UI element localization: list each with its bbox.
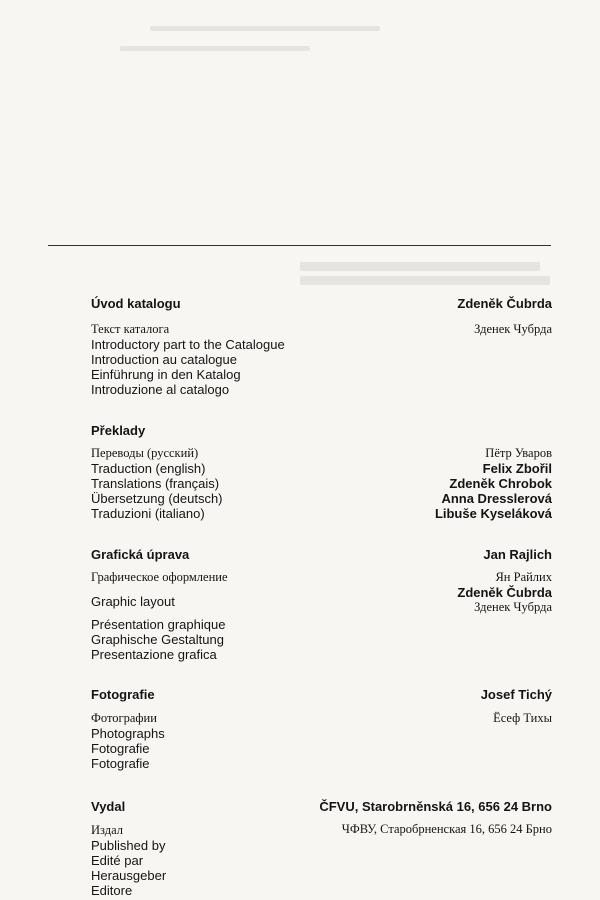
- graphic-heading: Grafická úprava: [91, 547, 190, 562]
- graphic-person-ru: Зденек Чубрда: [474, 600, 552, 614]
- translator-name: Libuše Kyseláková: [434, 506, 552, 521]
- publisher-address-ru: ЧФВУ, Старобрненская 16, 656 24 Брно: [341, 822, 552, 836]
- intro-heading: Úvod katalogu: [91, 296, 181, 311]
- photo-person: Josef Tichý: [480, 687, 552, 702]
- publisher-line: Editore: [91, 883, 133, 898]
- translation-lang: Переводы (русский): [91, 446, 199, 460]
- horizontal-rule: [48, 245, 551, 246]
- show-through-mark: [300, 262, 540, 271]
- translator-name: Anna Dresslerová: [441, 491, 552, 506]
- translation-lang: Traduzioni (italiano): [91, 506, 205, 521]
- show-through-mark: [300, 276, 550, 285]
- publisher-line: Edité par: [91, 853, 144, 868]
- graphic-line-ru: Графическое оформление: [91, 570, 228, 584]
- intro-person-ru: Зденек Чубрда: [474, 322, 552, 336]
- photo-line: Фотографии: [91, 711, 157, 725]
- intro-line: Einführung in den Katalog: [91, 367, 241, 382]
- photo-line: Fotografie: [91, 741, 150, 756]
- graphic-person-ru: Ян Райлих: [495, 570, 552, 584]
- translation-lang: Translations (français): [91, 476, 220, 491]
- graphic-line: Graphische Gestaltung: [91, 632, 224, 647]
- translator-name: Felix Zbořil: [482, 461, 552, 476]
- translator-name: Zdeněk Chrobok: [449, 476, 552, 491]
- intro-line: Текст каталога: [91, 322, 170, 336]
- publisher-address: ČFVU, Starobrněnská 16, 656 24 Brno: [319, 799, 552, 814]
- photo-person-ru: Ёсеф Тихы: [493, 711, 552, 725]
- intro-person: Zdeněk Čubrda: [457, 296, 552, 311]
- publisher-line: Published by: [91, 838, 166, 853]
- publisher-heading: Vydal: [91, 799, 126, 814]
- intro-line: Introductory part to the Catalogue: [91, 337, 285, 352]
- graphic-person: Zdeněk Čubrda: [457, 585, 552, 600]
- show-through-mark: [150, 26, 380, 31]
- intro-line: Introduction au catalogue: [91, 352, 237, 367]
- publisher-line: Herausgeber: [91, 868, 167, 883]
- show-through-mark: [120, 46, 310, 51]
- graphic-line: Présentation graphique: [91, 617, 226, 632]
- photo-line: Photographs: [91, 726, 165, 741]
- photo-line: Fotografie: [91, 756, 150, 771]
- translations-heading: Překlady: [91, 423, 146, 438]
- translation-lang: Traduction (english): [91, 461, 206, 476]
- graphic-line: Presentazione grafica: [91, 647, 217, 662]
- photo-heading: Fotografie: [91, 687, 155, 702]
- graphic-person: Jan Rajlich: [483, 547, 552, 562]
- translation-lang: Übersetzung (deutsch): [91, 491, 223, 506]
- intro-line: Introduzione al catalogo: [91, 382, 230, 397]
- publisher-line: Издал: [91, 823, 123, 837]
- translator-name: Пётр Уваров: [485, 446, 552, 460]
- graphic-line-en: Graphic layout: [91, 594, 175, 609]
